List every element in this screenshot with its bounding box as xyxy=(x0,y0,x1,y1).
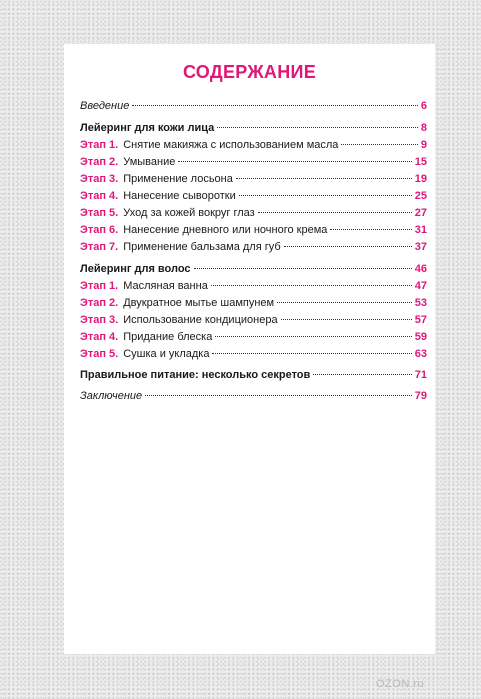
toc-page-number: 37 xyxy=(414,241,427,253)
stage-label: Этап 1. xyxy=(80,139,119,151)
dot-leader xyxy=(284,246,412,247)
toc-page-number: 71 xyxy=(414,369,427,381)
toc-entry-label: Нанесение сыворотки xyxy=(123,190,236,202)
toc-entry-label: Применение бальзама для губ xyxy=(123,241,281,253)
toc-section-heading: Лейеринг для волос xyxy=(80,263,191,275)
stage-label: Этап 7. xyxy=(80,241,119,253)
toc-entry-face-4[interactable] xyxy=(80,190,427,206)
dot-leader xyxy=(194,268,412,269)
toc-page-number: 9 xyxy=(420,139,427,151)
stage-label: Этап 4. xyxy=(80,331,119,343)
toc-entry-label: Введение xyxy=(80,100,130,112)
toc-page-number: 27 xyxy=(414,207,427,219)
toc-section-heading: Правильное питание: несколько секретов xyxy=(80,369,311,381)
toc-entry-label: Сушка и укладка xyxy=(123,348,210,360)
toc-entry-face-6[interactable] xyxy=(80,224,427,240)
stage-label: Этап 3. xyxy=(80,173,119,185)
dot-leader xyxy=(277,302,412,303)
stage-label: Этап 4. xyxy=(80,190,119,202)
toc-entry-hair-5[interactable] xyxy=(80,348,427,364)
toc-entry-label: Масляная ванна xyxy=(123,280,208,292)
stage-label: Этап 6. xyxy=(80,224,119,236)
toc-entry-hair-2[interactable] xyxy=(80,297,427,313)
toc-entry-label: Снятие макияжа с использованием масла xyxy=(123,139,339,151)
toc-entry-intro[interactable] xyxy=(80,100,427,116)
dot-leader xyxy=(281,319,412,320)
dot-leader xyxy=(145,395,412,396)
toc-entry-hair-4[interactable] xyxy=(80,331,427,347)
dot-leader xyxy=(217,127,418,128)
dot-leader xyxy=(313,374,411,375)
toc-page-number: 59 xyxy=(414,331,427,343)
dot-leader xyxy=(258,212,412,213)
toc-entry-label: Умывание xyxy=(123,156,176,168)
toc-page-number: 79 xyxy=(414,390,427,402)
toc-entry-label: Нанесение дневного или ночного крема xyxy=(123,224,328,236)
toc-page-number: 53 xyxy=(414,297,427,309)
toc-entry-face-2[interactable] xyxy=(80,156,427,172)
toc-section-hair[interactable] xyxy=(80,263,427,279)
toc-section-heading: Лейеринг для кожи лица xyxy=(80,122,215,134)
dot-leader xyxy=(215,336,411,337)
dot-leader xyxy=(239,195,412,196)
watermark: OZON.ru xyxy=(376,678,425,690)
toc-page-number: 47 xyxy=(414,280,427,292)
toc-entry-label: Применение лосьона xyxy=(123,173,233,185)
toc-page-number: 25 xyxy=(414,190,427,202)
toc-page-number: 46 xyxy=(414,263,427,275)
toc-entry-hair-1[interactable] xyxy=(80,280,427,296)
book-page xyxy=(64,44,435,654)
dot-leader xyxy=(236,178,412,179)
stage-label: Этап 1. xyxy=(80,280,119,292)
toc-section-face[interactable] xyxy=(80,122,427,138)
stage-label: Этап 3. xyxy=(80,314,119,326)
toc-page-number: 63 xyxy=(414,348,427,360)
toc-entry-face-7[interactable] xyxy=(80,241,427,257)
dot-leader xyxy=(212,353,411,354)
toc-page-number: 15 xyxy=(414,156,427,168)
toc-entry-label: Двукратное мытье шампунем xyxy=(123,297,275,309)
dot-leader xyxy=(330,229,411,230)
toc-entry-hair-3[interactable] xyxy=(80,314,427,330)
toc-entry-label: Уход за кожей вокруг глаз xyxy=(123,207,255,219)
dot-leader xyxy=(341,144,417,145)
toc-page-number: 8 xyxy=(420,122,427,134)
contents-title: СОДЕРЖАНИЕ xyxy=(182,62,317,82)
dot-leader xyxy=(178,161,411,162)
toc-entry-face-5[interactable] xyxy=(80,207,427,223)
stage-label: Этап 2. xyxy=(80,297,119,309)
toc-entry-face-3[interactable] xyxy=(80,173,427,189)
toc-entry-label: Придание блеска xyxy=(123,331,213,343)
toc-page-number: 57 xyxy=(414,314,427,326)
dot-leader xyxy=(132,105,418,106)
stage-label: Этап 2. xyxy=(80,156,119,168)
toc-entry-conclusion[interactable] xyxy=(80,390,427,406)
toc-entry-label: Использование кондиционера xyxy=(123,314,278,326)
toc-page-number: 31 xyxy=(414,224,427,236)
stage-label: Этап 5. xyxy=(80,348,119,360)
toc-entry-label: Заключение xyxy=(80,390,143,402)
dot-leader xyxy=(211,285,412,286)
toc-page-number: 19 xyxy=(414,173,427,185)
stage-label: Этап 5. xyxy=(80,207,119,219)
toc-entry-nutrition[interactable] xyxy=(80,369,427,385)
toc-entry-face-1[interactable] xyxy=(80,139,427,155)
toc-page-number: 6 xyxy=(420,100,427,112)
